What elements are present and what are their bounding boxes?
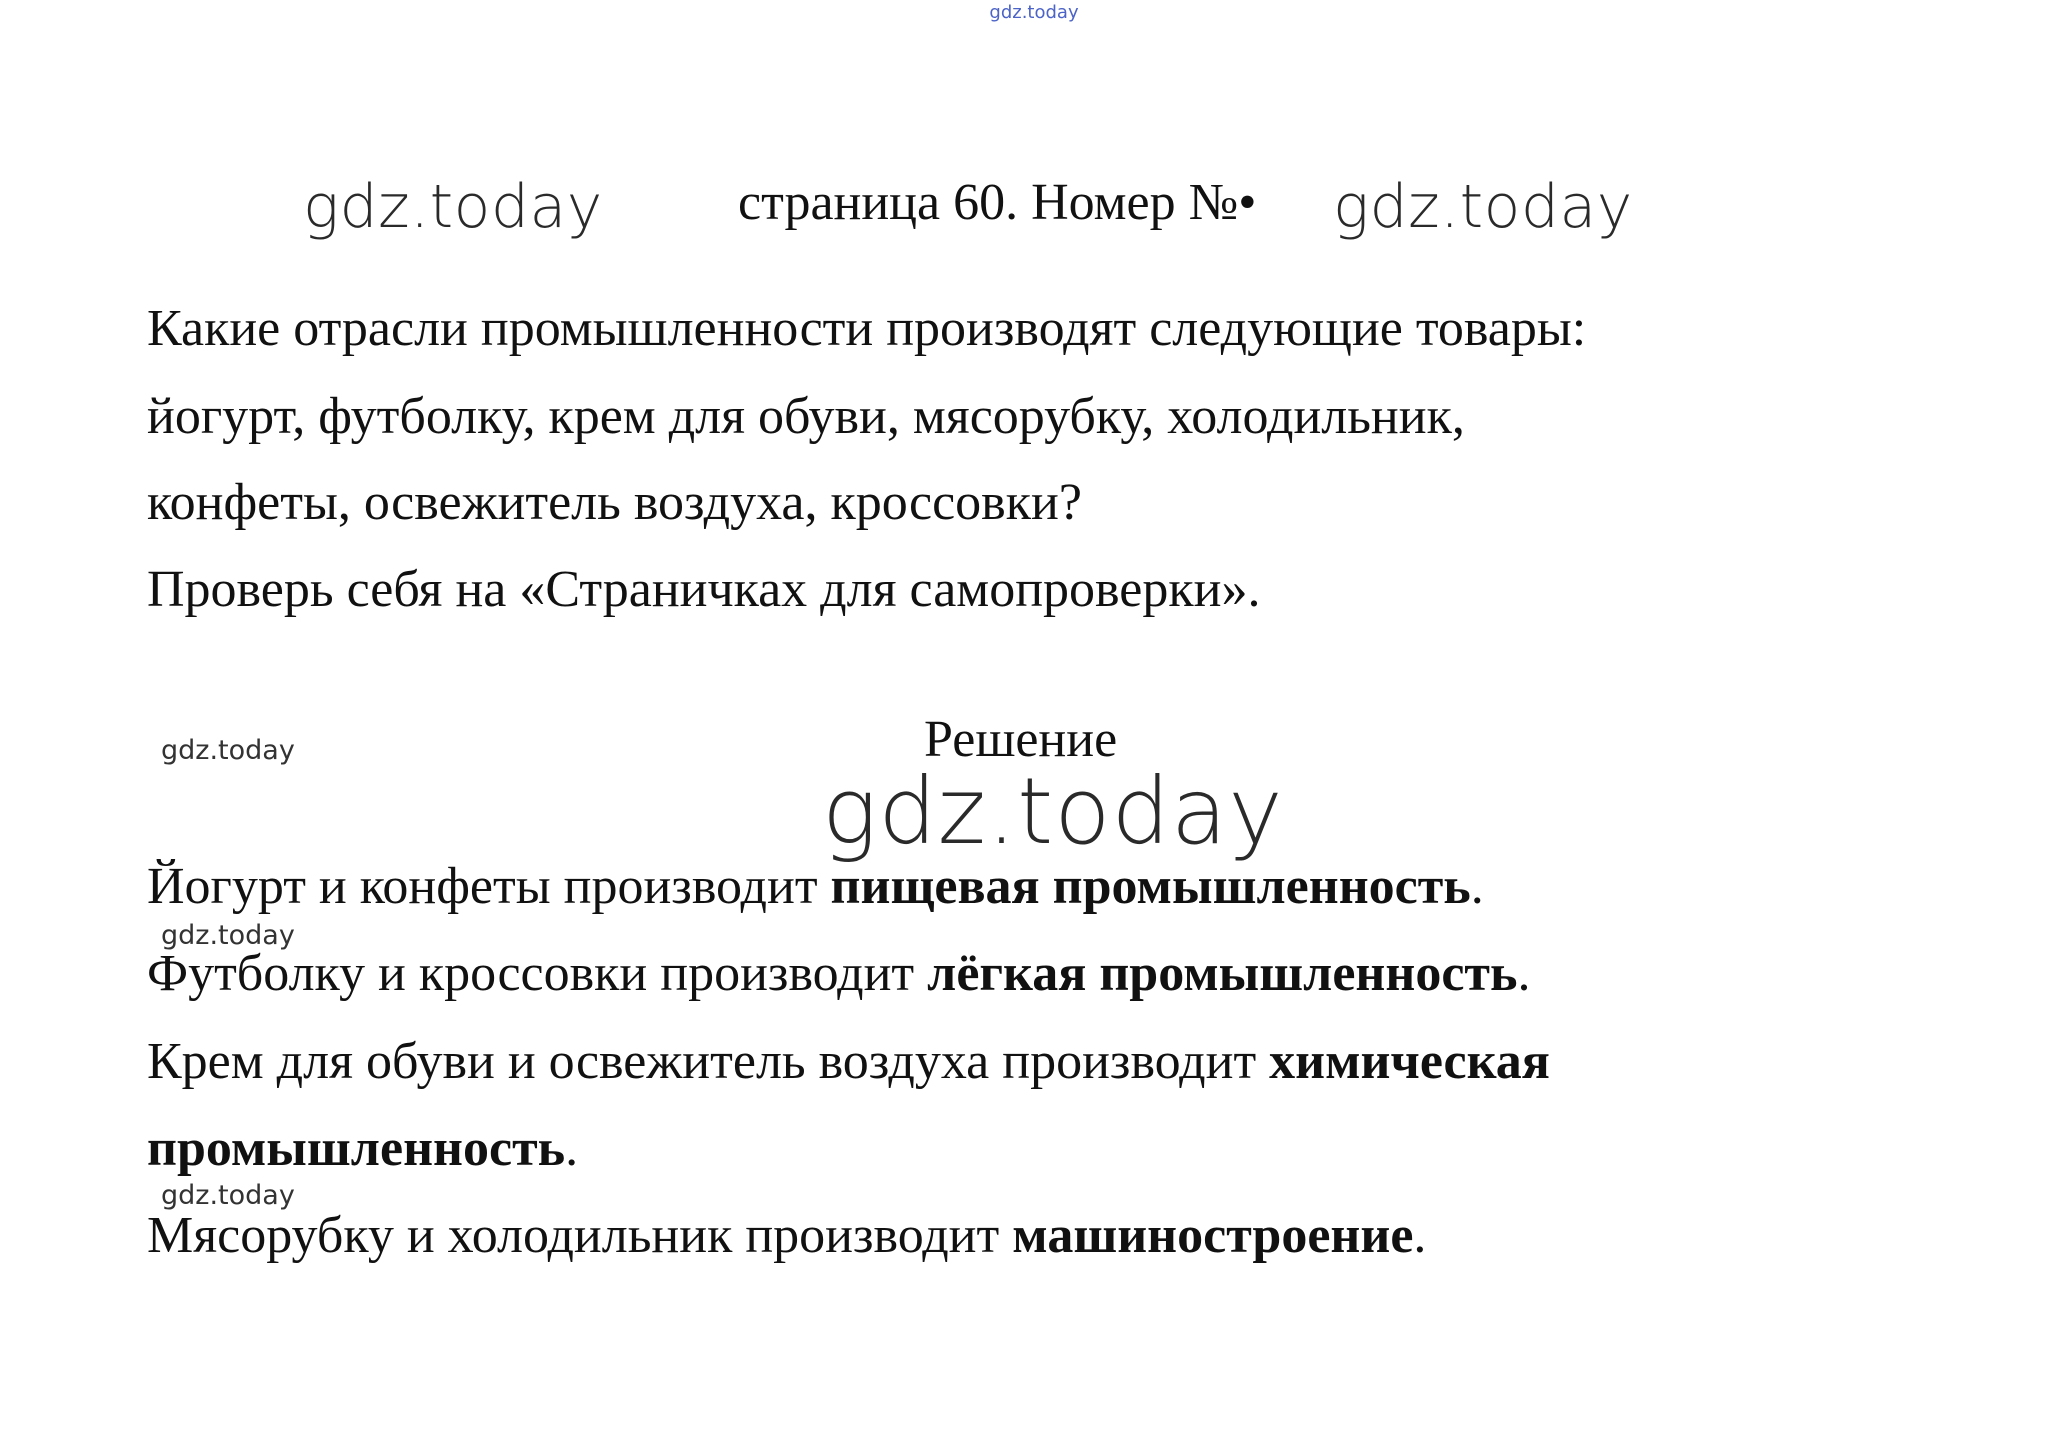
watermark-solution-left: gdz.today [161,735,295,766]
question-line: йогурт, футболку, крем для обуви, мясорубку, холодильник, [147,388,1465,445]
solution-title: Решение [924,711,1118,768]
answer-punctuation: . [565,1120,579,1177]
answer-text: Мясорубку и холодильник производит [147,1207,1013,1264]
answer-line [147,858,1484,915]
watermark-top: gdz.today [989,2,1079,23]
answer-text: Йогурт и конфеты производит [147,858,831,915]
answer-text: Футболку и кроссовки производит [147,945,928,1002]
answer-line [147,1207,1426,1264]
watermark-header-left: gdz.today [303,172,603,242]
answer-punctuation: . [1413,1207,1427,1264]
answer-line [147,1033,1550,1090]
answer-line [147,1120,578,1177]
watermark-header-right: gdz.today [1333,172,1633,242]
question-line: Какие отрасли промышленности производят следующие товары: [147,300,1587,357]
answer-text: Крем для обуви и освежитель воздуха производит [147,1033,1270,1090]
answer-punctuation: . [1517,945,1531,1002]
answer-industry: химическая [1269,1033,1550,1090]
watermark-line4-small: gdz.today [161,1180,295,1211]
answer-industry: машиностроение [1012,1207,1414,1264]
answer-industry: пищевая промышленность [830,858,1471,915]
question-line: конфеты, освежитель воздуха, кроссовки? [147,474,1082,531]
page-title: страница 60. Номер №• [738,174,1257,231]
answer-punctuation: . [1470,858,1484,915]
answer-industry: лёгкая промышленность [927,945,1518,1002]
question-line: Проверь себя на «Страничках для самопроверки». [147,561,1261,618]
answer-industry: промышленность [147,1120,566,1177]
watermark-solution-big: gdz.today [822,758,1284,865]
watermark-line1-small: gdz.today [161,920,295,951]
answer-line [147,945,1530,1002]
